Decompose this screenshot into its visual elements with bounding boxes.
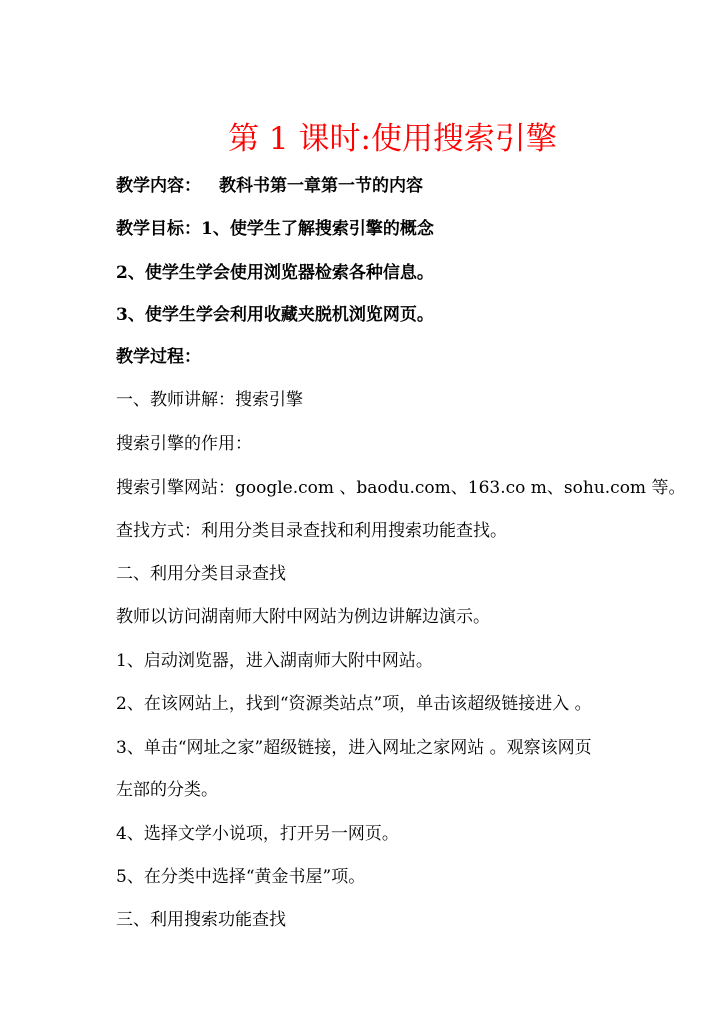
goal-3-line: 3、使学生学会利用收藏夹脱机浏览网页。: [116, 305, 434, 325]
teaching-content-line: [116, 174, 423, 198]
section-2-heading: 二、利用分类目录查找: [116, 564, 286, 584]
section-3-heading: 三、利用搜索功能查找: [116, 910, 286, 930]
teacher-demo-line: 教师以访问湖南师大附中网站为例边讲解边演示。: [116, 607, 490, 627]
search-methods-line: 查找方式：利用分类目录查找和利用搜索功能查找。: [116, 521, 507, 541]
step-3-continued-line: 左部的分类。: [116, 780, 218, 800]
step-4-line: 4、选择文学小说项，打开另一网页。: [116, 824, 399, 844]
teaching-goal-line: [116, 217, 434, 241]
search-engine-sites-line: 搜索引擎网站：google.com 、baodu.com、163.co m、sohu.com 等。: [116, 478, 686, 498]
teaching-goal-text: 1、使学生了解搜索引擎的概念: [201, 219, 434, 239]
goal-2-line: 2、使学生学会使用浏览器检索各种信息。: [116, 263, 434, 283]
document-title: 第 1 课时:使用搜索引擎: [228, 121, 557, 157]
step-5-line: 5、在分类中选择“黄金书屋”项。: [116, 867, 366, 887]
teaching-goal-label: 教学目标：: [116, 219, 201, 239]
step-1-line: 1、启动浏览器，进入湖南师大附中网站。: [116, 651, 433, 671]
section-1-heading: 一、教师讲解：搜索引擎: [116, 390, 303, 410]
teaching-process-heading: 教学过程：: [116, 347, 201, 367]
step-3-line: 3、单击“网址之家”超级链接，进入网址之家网站 。观察该网页: [116, 738, 592, 758]
step-2-line: 2、在该网站上，找到“资源类站点”项，单击该超级链接进入 。: [116, 694, 592, 714]
teaching-content-text: 教科书第一章第一节的内容: [219, 176, 423, 196]
teaching-content-label: 教学内容：: [116, 176, 201, 196]
search-engine-role-line: 搜索引擎的作用：: [116, 434, 252, 454]
